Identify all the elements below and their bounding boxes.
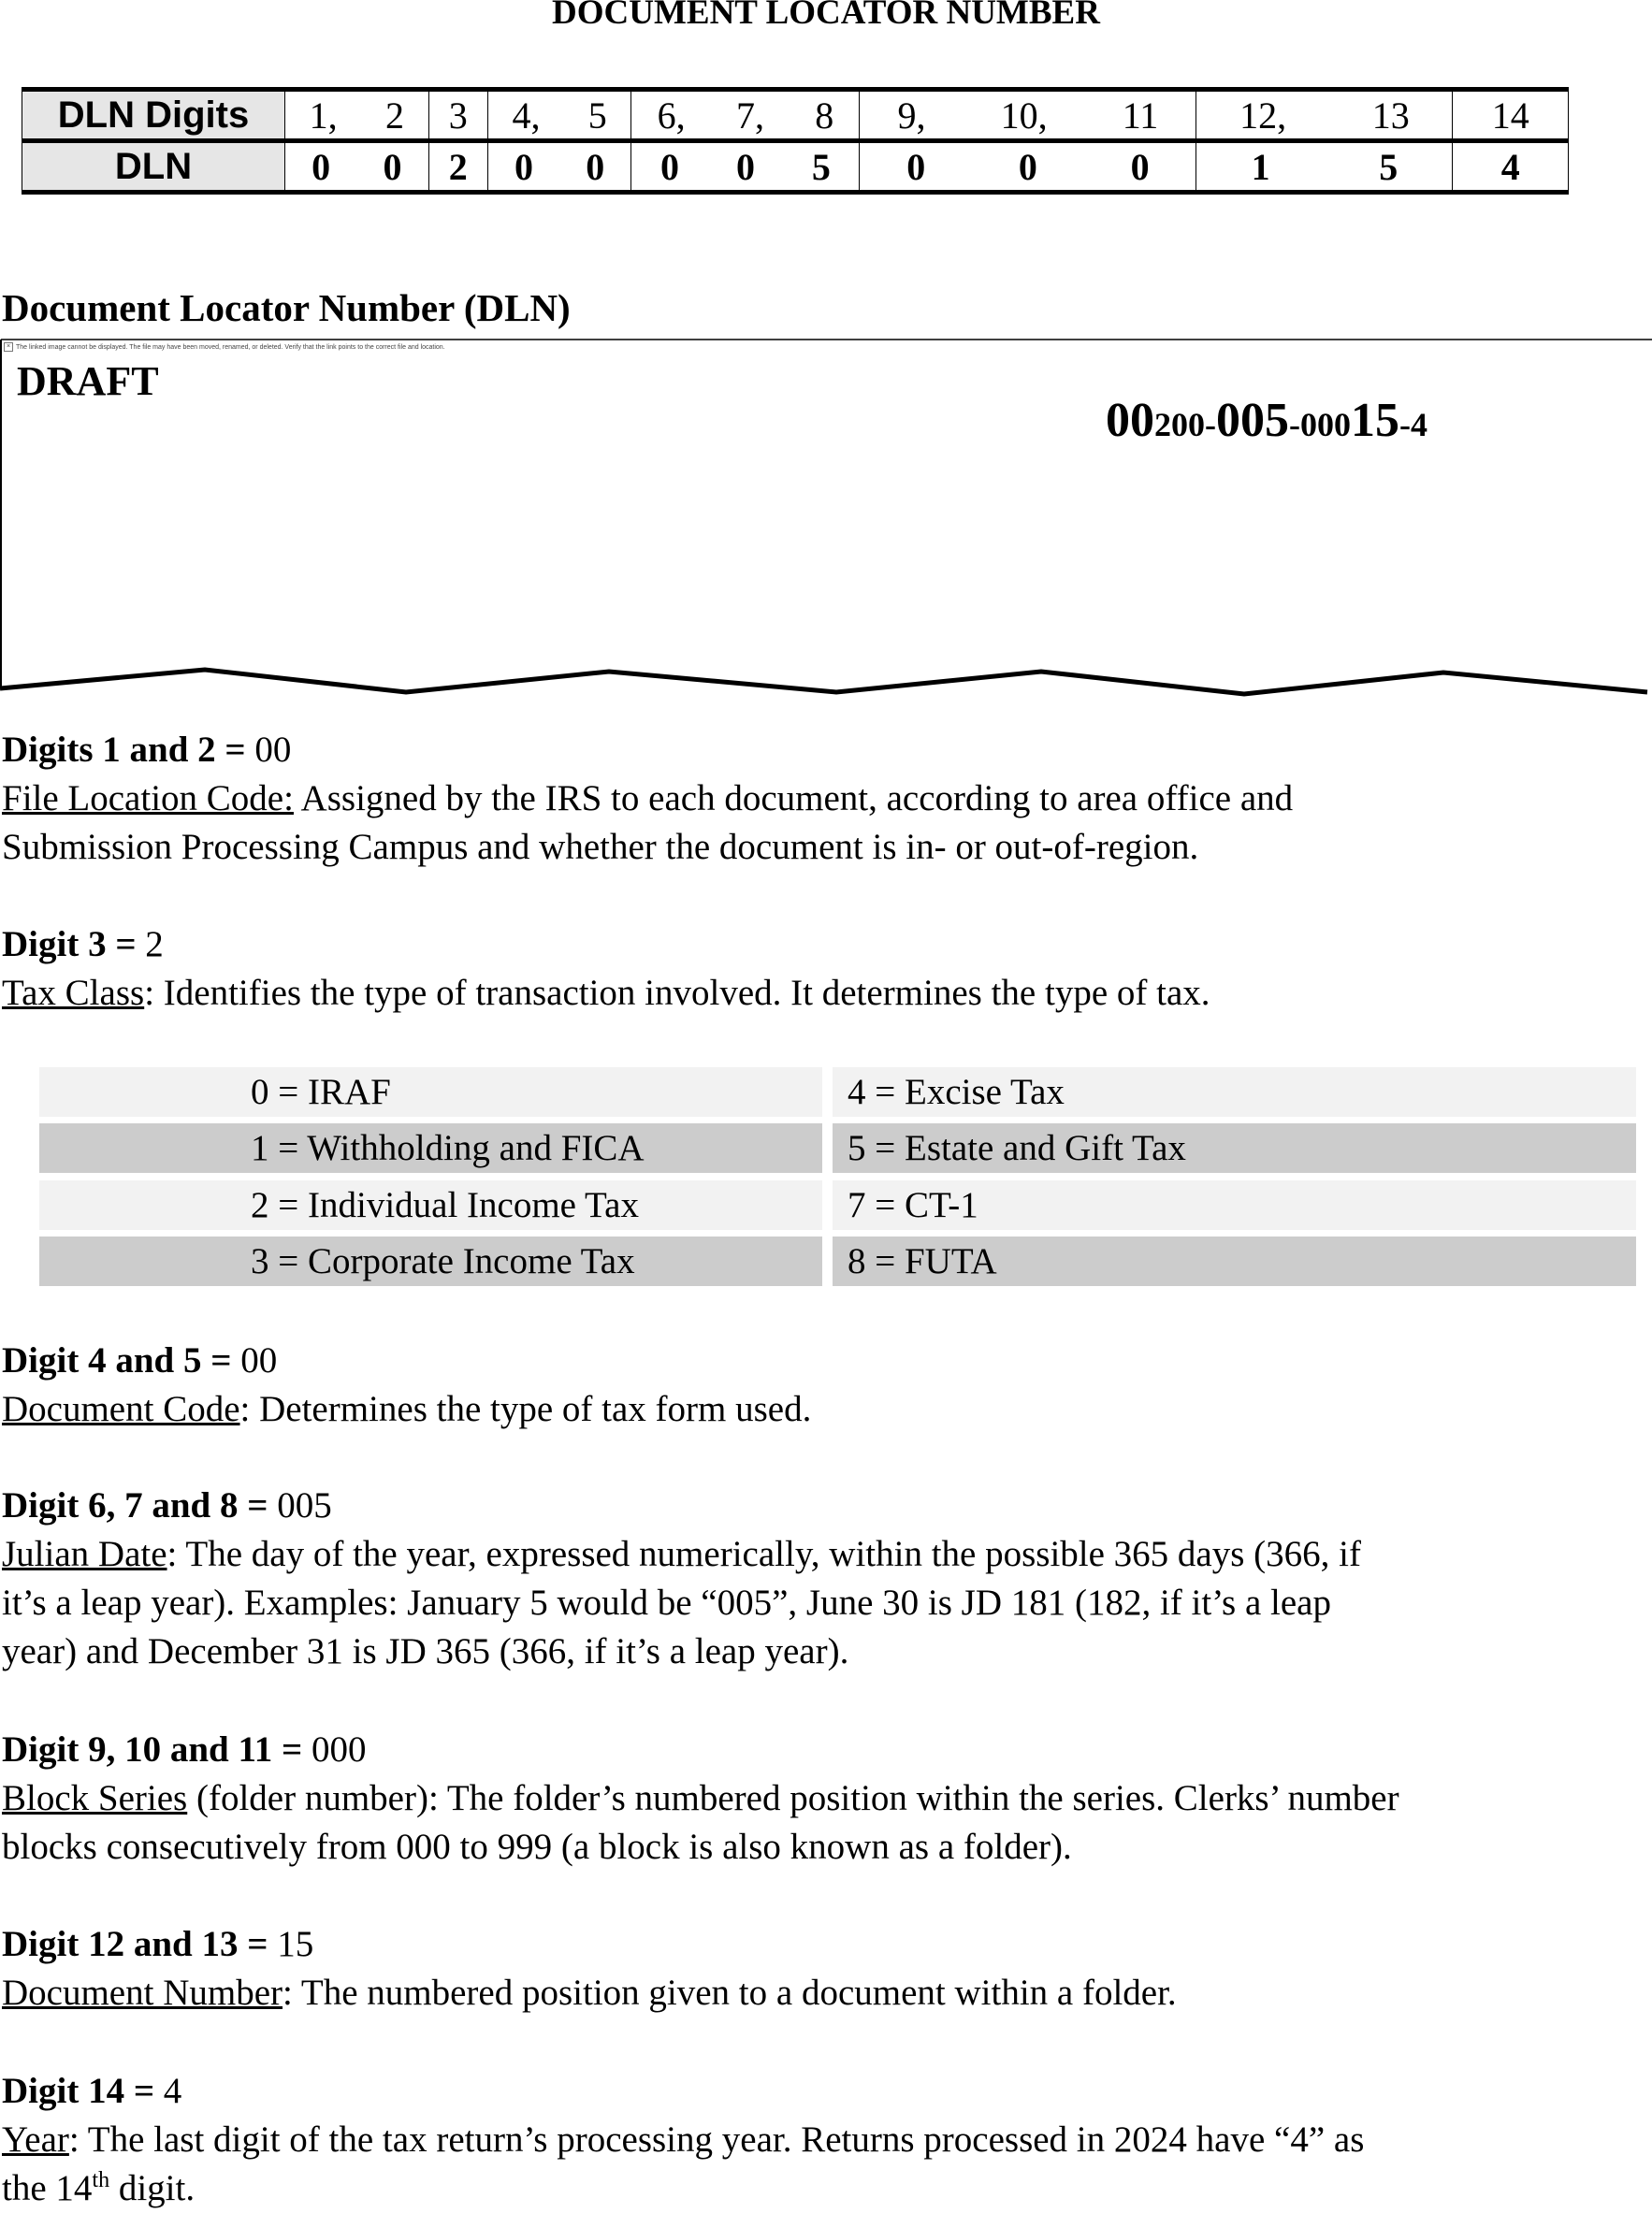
dln-digit-cell: 6,: [657, 94, 686, 137]
torn-edge-line: [0, 670, 1647, 694]
section-heading: [2, 1337, 811, 1385]
dln-part-block-series: -000: [1289, 406, 1351, 443]
tax-class-cell: 1 = Withholding and FICA: [39, 1123, 822, 1173]
dln-value-cell: 0: [735, 145, 755, 188]
section-label: Digit 6, 7 and 8 =: [2, 1485, 268, 1526]
section-label: Digit 9, 10 and 11 =: [2, 1729, 303, 1770]
dln-digit-cell: 10,: [1000, 94, 1048, 137]
digit-section: [2, 1337, 811, 1434]
tax-class-cell: 4 = Excise Tax: [833, 1067, 1636, 1117]
section-heading: [2, 920, 1210, 969]
section-text: digit.: [109, 2168, 196, 2208]
section-text: (folder number): The folder’s numbered position within the series. Clerks’ number: [187, 1778, 1399, 1818]
section-heading: [2, 1920, 1177, 1969]
dln-digit-cell: 5: [587, 94, 607, 137]
section-text-line: [2, 774, 1293, 823]
digit-section: [2, 2067, 1364, 2213]
section-text: Assigned by the IRS to each document, according to area office and: [293, 778, 1294, 818]
section-heading: [2, 1726, 1399, 1774]
dln-value-cell: 0: [312, 145, 331, 188]
section-term: File Location Code:: [2, 778, 294, 818]
dln-group-values: [860, 141, 1196, 193]
section-text: the 14: [2, 2168, 93, 2208]
dln-value-cell: 0: [586, 145, 605, 188]
dln-value-cell: 0: [383, 145, 402, 188]
digit-section: [2, 726, 1293, 872]
section-text-line: [2, 1530, 1361, 1579]
section-label: Digit 14 =: [2, 2071, 155, 2111]
dln-group-values: [487, 141, 631, 193]
dln-part-julian-date: 005: [1216, 394, 1289, 447]
dln-value-cell: 5: [1379, 145, 1398, 188]
dln-value-cell: 4: [1500, 145, 1520, 188]
dln-digit-cell: 2: [384, 94, 404, 137]
section-label: Digit 12 and 13 =: [2, 1924, 268, 1964]
section-value: 000: [302, 1729, 367, 1770]
dln-value-cell: 0: [659, 145, 679, 188]
dln-digit-cell: 1,: [309, 94, 338, 137]
section-label: Digit 3 =: [2, 924, 137, 964]
dln-digits-table: [22, 87, 1569, 195]
dln-value-cell: 1: [1251, 145, 1270, 188]
tax-class-cell: 7 = CT-1: [833, 1180, 1636, 1230]
section-text: : Determines the type of tax form used.: [239, 1389, 812, 1429]
section-text-line: [2, 1579, 1361, 1627]
section-term: Julian Date: [2, 1534, 167, 1574]
dln-number: [1106, 393, 1427, 448]
section-text: year) and December 31 is JD 365 (366, if it’s a leap year).: [2, 1631, 849, 1671]
section-heading: [2, 2067, 1364, 2116]
digit-section: [2, 1920, 1177, 2018]
superscript: th: [92, 2168, 110, 2192]
section-text: : The numbered position given to a document within a folder.: [283, 1973, 1177, 2013]
dln-digit-cell: 8: [815, 94, 834, 137]
dln-digit-cell: 11: [1122, 94, 1159, 137]
section-text-line: [2, 2164, 1364, 2213]
tax-class-cell: 3 = Corporate Income Tax: [39, 1237, 822, 1286]
section-term: Year: [2, 2119, 69, 2160]
dln-part-file-location: 00: [1106, 394, 1154, 447]
dln-digit-cell: 9,: [897, 94, 926, 137]
section-value: 2: [136, 924, 164, 964]
section-label: Digits 1 and 2 =: [2, 730, 246, 770]
broken-image-text: The linked image cannot be displayed. The file may have been moved, renamed, or deleted. Verify that the link points to the correct file and location.: [16, 343, 445, 351]
section-text: : The day of the year, expressed numerically, within the possible 365 days (366, if: [167, 1534, 1361, 1574]
dln-part-tax-class-doc-code: 200-: [1154, 406, 1216, 443]
section-text: Submission Processing Campus and whether the document is in- or out-of-region.: [2, 827, 1199, 867]
row-header-dln-digits: DLN Digits: [22, 90, 285, 141]
section-text: : Identifies the type of transaction involved. It determines the type of tax.: [144, 973, 1210, 1013]
section-text-line: [2, 1774, 1399, 1823]
section-text-line: [2, 823, 1293, 872]
dln-group-values: [631, 141, 860, 193]
dln-group-values: [428, 141, 487, 193]
broken-image-placeholder: [4, 342, 445, 352]
tax-class-cell: 8 = FUTA: [833, 1237, 1636, 1286]
dln-value-cell: 0: [1018, 145, 1037, 188]
digit-section: [2, 1482, 1361, 1676]
section-term: Document Code: [2, 1389, 240, 1429]
section-label: Digit 4 and 5 =: [2, 1340, 232, 1381]
section-value: 00: [245, 730, 292, 770]
dln-value-cell: 0: [906, 145, 926, 188]
tax-class-cell: 5 = Estate and Gift Tax: [833, 1123, 1636, 1173]
section-text: it’s a leap year). Examples: January 5 would be “005”, June 30 is JD 181 (182, if it’s a leap: [2, 1583, 1331, 1623]
row-header-dln: DLN: [22, 141, 285, 193]
dln-group-digits: [487, 90, 631, 141]
dln-group-digits: [1196, 90, 1453, 141]
section-text-line: [2, 1823, 1399, 1872]
section-text: : The last digit of the tax return’s processing year. Returns processed in 2024 have “4” as: [68, 2119, 1365, 2160]
dln-group-digits: [860, 90, 1196, 141]
section-value: 005: [268, 1485, 332, 1526]
dln-value-cell: 0: [1130, 145, 1150, 188]
section-text-line: [2, 1385, 811, 1434]
dln-group-digits: [1453, 90, 1569, 141]
dln-value-cell: 2: [448, 145, 468, 188]
tax-class-cell: 2 = Individual Income Tax: [39, 1180, 822, 1230]
section-value: 00: [231, 1340, 278, 1381]
page-title: DOCUMENT LOCATOR NUMBER: [552, 0, 1100, 32]
dln-group-digits: [285, 90, 429, 141]
section-term: Block Series: [2, 1778, 188, 1818]
dln-digit-cell: 7,: [735, 94, 764, 137]
broken-image-icon: ×: [4, 342, 13, 352]
dln-group-digits: [428, 90, 487, 141]
section-text-line: [2, 969, 1210, 1018]
digit-section: [2, 1726, 1399, 1872]
dln-value-cell: 5: [811, 145, 831, 188]
dln-digits-row: [22, 90, 1569, 141]
dln-digit-cell: 14: [1491, 94, 1529, 137]
dln-section-heading: Document Locator Number (DLN): [2, 286, 571, 329]
section-value: 4: [154, 2071, 182, 2111]
dln-part-document-number: 15: [1351, 394, 1399, 447]
dln-group-values: [1453, 141, 1569, 193]
section-value: 15: [268, 1924, 314, 1964]
section-text-line: [2, 1969, 1177, 2018]
digit-section: [2, 920, 1210, 1018]
dln-digit-cell: 4,: [512, 94, 541, 137]
section-text: blocks consecutively from 000 to 999 (a block is also known as a folder).: [2, 1827, 1072, 1867]
section-text-line: [2, 2116, 1364, 2164]
dln-digit-cell: 13: [1371, 94, 1410, 137]
section-term: Tax Class: [2, 973, 145, 1013]
dln-group-values: [1196, 141, 1453, 193]
section-text-line: [2, 1627, 1361, 1676]
draft-label: DRAFT: [17, 358, 159, 404]
dln-digit-cell: 12,: [1239, 94, 1287, 137]
dln-digit-cell: 3: [448, 94, 468, 137]
dln-group-digits: [631, 90, 860, 141]
dln-group-values: [285, 141, 429, 193]
section-heading: [2, 1482, 1361, 1530]
dln-values-row: [22, 141, 1569, 193]
section-term: Document Number: [2, 1973, 283, 2013]
tax-class-cell: 0 = IRAF: [39, 1067, 822, 1117]
section-heading: [2, 726, 1293, 774]
dln-part-year: -4: [1399, 406, 1427, 443]
dln-value-cell: 0: [514, 145, 533, 188]
